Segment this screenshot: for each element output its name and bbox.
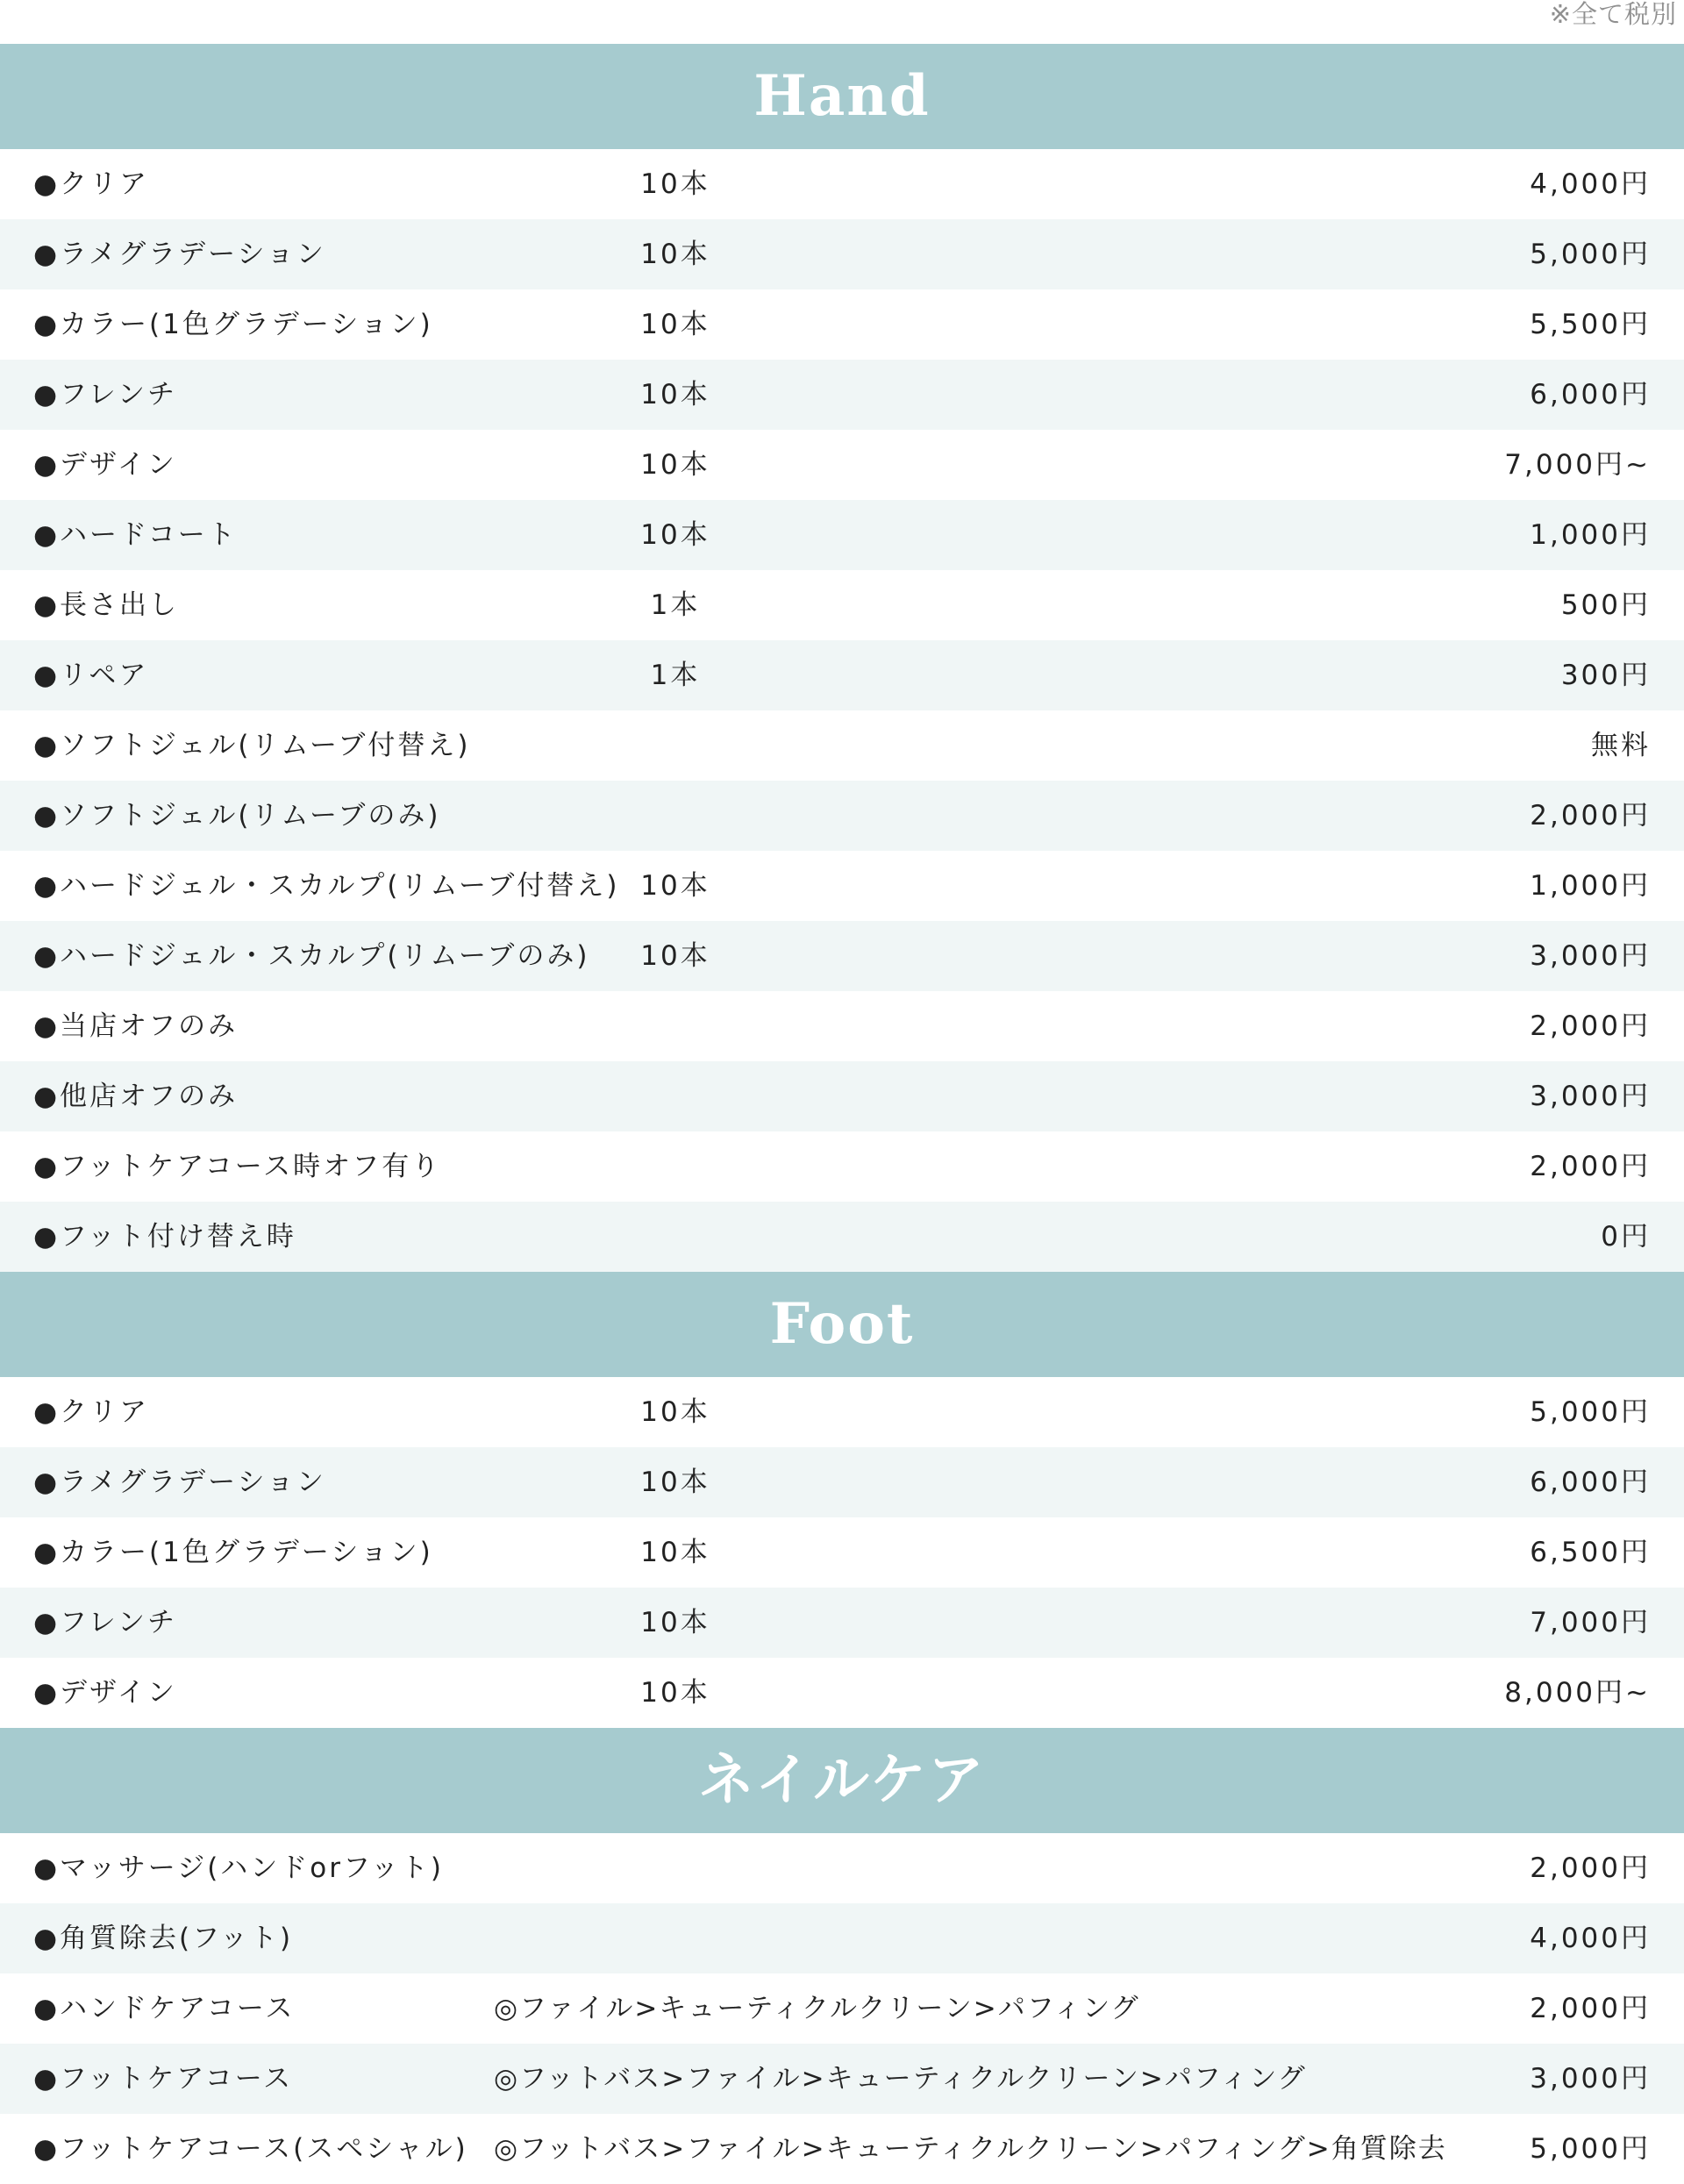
item-name: ●ラメグラデーション (33, 1467, 326, 1498)
item-price: 5,000円 (1530, 2133, 1651, 2165)
item-price: 6,500円 (1530, 1537, 1651, 1568)
table-row (0, 1131, 1684, 1202)
item-price: 6,000円 (1530, 1467, 1651, 1498)
item-name: ●クリア (33, 1396, 150, 1428)
table-row (0, 430, 1684, 500)
item-price: 2,000円 (1530, 1993, 1651, 2024)
table-row (0, 2114, 1684, 2184)
item-name: ●他店オフのみ (33, 1081, 239, 1112)
item-quantity: 10本 (640, 1677, 710, 1709)
item-quantity: 10本 (640, 870, 710, 902)
table-row (0, 1903, 1684, 1973)
table-row (0, 1061, 1684, 1131)
item-name: ●長さ出し (33, 589, 180, 621)
table-row (0, 921, 1684, 991)
item-quantity: 10本 (640, 239, 710, 270)
item-price: 7,000円 (1530, 1607, 1651, 1638)
item-price: 6,000円 (1530, 379, 1651, 410)
item-price: 300円 (1560, 660, 1651, 691)
item-price: 2,000円 (1530, 1151, 1651, 1182)
item-price: 7,000円~ (1504, 449, 1651, 481)
item-name: ●当店オフのみ (33, 1010, 239, 1042)
item-price: 5,000円 (1530, 239, 1651, 270)
item-quantity: 1本 (650, 589, 701, 621)
item-name: ●ハードコート (33, 519, 238, 551)
item-name: ●リペア (33, 660, 149, 691)
course-description: ◎ファイル>キューティクルクリーン>パフィング (494, 1993, 1140, 2024)
item-name: ●ソフトジェル(リムーブ付替え) (33, 730, 471, 761)
table-row (0, 2044, 1684, 2114)
item-quantity: 1本 (650, 660, 701, 691)
item-name: ●カラー(1色グラデーション) (33, 309, 433, 340)
tax-note: ※全て税別 (1549, 0, 1677, 29)
item-name: ●ハードジェル・スカルプ(リムーブ付替え) (33, 870, 620, 902)
table-row (0, 1833, 1684, 1903)
item-price: 3,000円 (1530, 1081, 1651, 1112)
item-quantity: 10本 (640, 1537, 710, 1568)
table-row (0, 570, 1684, 640)
table-row (0, 289, 1684, 360)
item-name: ●ソフトジェル(リムーブのみ) (33, 800, 441, 831)
foot-price-list (0, 1377, 1684, 1728)
table-row (0, 640, 1684, 710)
item-name: ●デザイン (33, 1677, 177, 1709)
item-price: 2,000円 (1530, 1852, 1651, 1884)
item-price: 4,000円 (1530, 168, 1651, 200)
item-name: ●デザイン (33, 449, 177, 481)
item-quantity: 10本 (640, 1396, 710, 1428)
course-description: ◎フットバス>ファイル>キューティクルクリーン>パフィング (494, 2063, 1307, 2095)
item-price: 無料 (1591, 730, 1651, 761)
item-name: ●フットケアコース (33, 2063, 294, 2095)
table-row (0, 1588, 1684, 1658)
item-name: ●フットケアコース時オフ有り (33, 1151, 442, 1182)
item-price: 3,000円 (1530, 940, 1651, 972)
table-row (0, 710, 1684, 781)
table-row (0, 991, 1684, 1061)
item-name: ●ラメグラデーション (33, 239, 326, 270)
section-title-nailcare: ネイルケア (0, 1728, 1684, 1833)
item-name: ●クリア (33, 168, 150, 200)
item-price: 5,000円 (1530, 1396, 1651, 1428)
item-name: ●マッサージ(ハンドorフット) (33, 1852, 444, 1884)
item-name: ●フレンチ (33, 1607, 178, 1638)
course-description: ◎フットバス>ファイル>キューティクルクリーン>パフィング>角質除去 (494, 2133, 1447, 2165)
table-row (0, 219, 1684, 289)
table-row (0, 851, 1684, 921)
item-name: ●フットケアコース(スペシャル) (33, 2133, 468, 2165)
item-price: 500円 (1560, 589, 1651, 621)
item-name: ●フット付け替え時 (33, 1221, 296, 1253)
item-quantity: 10本 (640, 1467, 710, 1498)
item-price: 8,000円~ (1504, 1677, 1651, 1709)
item-name: ●ハンドケアコース (33, 1993, 296, 2024)
item-quantity: 10本 (640, 1607, 710, 1638)
hand-price-list (0, 149, 1684, 1272)
table-row (0, 1973, 1684, 2044)
table-row (0, 1377, 1684, 1447)
table-row (0, 1658, 1684, 1728)
item-price: 1,000円 (1530, 870, 1651, 902)
item-price: 0円 (1601, 1221, 1651, 1253)
table-row (0, 1202, 1684, 1272)
item-quantity: 10本 (640, 168, 710, 200)
item-price: 5,500円 (1530, 309, 1651, 340)
table-row (0, 1517, 1684, 1588)
nailcare-price-list (0, 1833, 1684, 2184)
item-price: 4,000円 (1530, 1923, 1651, 1954)
table-row (0, 360, 1684, 430)
item-quantity: 10本 (640, 449, 710, 481)
item-name: ●ハードジェル・スカルプ(リムーブのみ) (33, 940, 590, 972)
item-price: 2,000円 (1530, 800, 1651, 831)
item-name: ●角質除去(フット) (33, 1923, 294, 1954)
item-price: 2,000円 (1530, 1010, 1651, 1042)
item-price: 1,000円 (1530, 519, 1651, 551)
item-name: ●フレンチ (33, 379, 178, 410)
item-quantity: 10本 (640, 940, 710, 972)
section-title-foot: Foot (0, 1272, 1684, 1377)
item-quantity: 10本 (640, 519, 710, 551)
table-row (0, 1447, 1684, 1517)
item-quantity: 10本 (640, 309, 710, 340)
table-row (0, 149, 1684, 219)
table-row (0, 781, 1684, 851)
item-name: ●カラー(1色グラデーション) (33, 1537, 433, 1568)
item-price: 3,000円 (1530, 2063, 1651, 2095)
item-quantity: 10本 (640, 379, 710, 410)
table-row (0, 500, 1684, 570)
section-title-hand: Hand (0, 44, 1684, 149)
